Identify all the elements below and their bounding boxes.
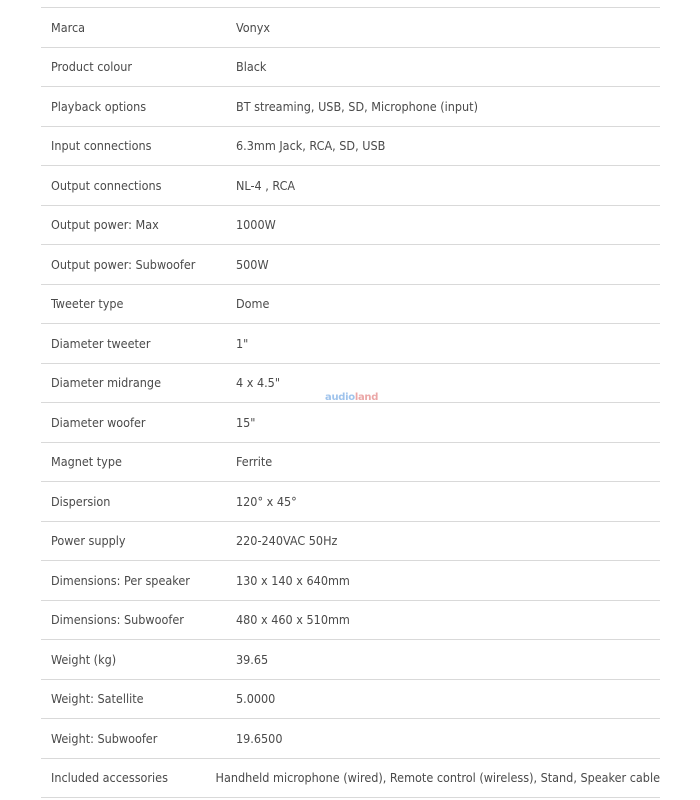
spec-value: Dome: [236, 296, 270, 312]
spec-value: Vonyx: [236, 19, 271, 35]
spec-value: 4 x 4.5": [236, 375, 280, 391]
spec-value: 120° x 45°: [236, 493, 297, 509]
table-row: [41, 403, 660, 443]
spec-value: 480 x 460 x 510mm: [236, 612, 350, 628]
spec-label: Dimensions: Subwoofer: [51, 612, 184, 628]
spec-value: 1": [236, 335, 249, 351]
spec-value: 1000W: [236, 217, 276, 233]
table-row: [41, 759, 660, 799]
spec-label: Output power: Max: [51, 217, 159, 233]
spec-label: Playback options: [51, 98, 147, 114]
spec-label: Output power: Subwoofer: [51, 256, 196, 272]
spec-value: Ferrite: [236, 454, 273, 470]
spec-value: 15": [236, 414, 256, 430]
spec-value: Handheld microphone (wired), Remote control (wireless), Stand, Speaker cable: [215, 770, 660, 786]
spec-value: 130 x 140 x 640mm: [236, 572, 350, 588]
spec-label: Magnet type: [51, 454, 122, 470]
spec-label: Product colour: [51, 59, 133, 75]
table-row: [41, 640, 660, 680]
spec-label: Weight (kg): [51, 651, 117, 667]
spec-rows: [41, 8, 660, 798]
spec-value: 6.3mm Jack, RCA, SD, USB: [236, 138, 386, 154]
table-row: [41, 206, 660, 246]
spec-value: 39.65: [236, 651, 269, 667]
spec-value: NL-4 , RCA: [236, 177, 296, 193]
table-row: [41, 48, 660, 88]
table-row: [41, 87, 660, 127]
table-row: [41, 680, 660, 720]
spec-label: Power supply: [51, 533, 126, 549]
spec-value: Black: [236, 59, 267, 75]
table-row: [41, 601, 660, 641]
table-row: [41, 443, 660, 483]
spec-value: BT streaming, USB, SD, Microphone (input): [236, 98, 478, 114]
spec-label: Weight: Satellite: [51, 691, 144, 707]
spec-label: Weight: Subwoofer: [51, 730, 158, 746]
spec-label: Diameter tweeter: [51, 335, 151, 351]
table-row: [41, 166, 660, 206]
table-row: [41, 8, 660, 48]
spec-value: 500W: [236, 256, 269, 272]
spec-label: Output connections: [51, 177, 162, 193]
watermark-text-main: audio: [325, 392, 355, 403]
spec-label: Marca: [51, 19, 86, 35]
watermark-logo: [325, 392, 378, 403]
table-row: [41, 561, 660, 601]
spec-label: Diameter woofer: [51, 414, 146, 430]
spec-label: Included accessories: [51, 770, 168, 786]
table-row: [41, 127, 660, 167]
spec-label: Tweeter type: [51, 296, 124, 312]
spec-label: Dispersion: [51, 493, 111, 509]
table-row: [41, 285, 660, 325]
spec-label: Dimensions: Per speaker: [51, 572, 190, 588]
table-row: [41, 719, 660, 759]
table-row: [41, 324, 660, 364]
watermark-text-accent: land: [354, 392, 379, 403]
spec-value: 5.0000: [236, 691, 276, 707]
table-row: [41, 245, 660, 285]
spec-value: 19.6500: [236, 730, 283, 746]
spec-label: Input connections: [51, 138, 152, 154]
spec-value: 220-240VAC 50Hz: [236, 533, 338, 549]
table-row: [41, 522, 660, 562]
table-row: [41, 482, 660, 522]
spec-label: Diameter midrange: [51, 375, 161, 391]
